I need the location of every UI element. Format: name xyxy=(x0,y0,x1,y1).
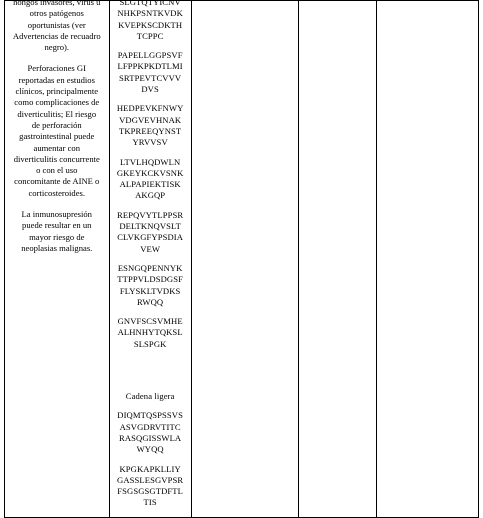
sequence-line: REPQVYTLPPSR xyxy=(117,209,184,220)
sequence-block xyxy=(110,263,191,308)
empty-cell-1 xyxy=(191,1,299,518)
text-line: oportunistas (ver xyxy=(27,19,86,30)
text-line: diverticulitis concurrente xyxy=(13,153,100,164)
text-line: otros patógenos xyxy=(29,8,84,19)
table-row xyxy=(5,1,479,518)
adverse-effects-text xyxy=(5,0,109,254)
sequence-line: KPGKAPKLLIY xyxy=(119,463,181,474)
sequence-line: TKPREEQYNST xyxy=(119,125,182,136)
sequence-line: WYQQ xyxy=(136,444,164,455)
text-line: o con el uso xyxy=(36,165,78,176)
text-line: Advertencias de recuadro xyxy=(12,30,101,41)
sequence-block xyxy=(110,157,191,202)
text-line: concomitante de AINE o xyxy=(14,176,100,187)
text-line: aumentar con xyxy=(33,142,81,153)
sequence-line: TIS xyxy=(143,497,157,508)
document-table xyxy=(4,0,479,518)
sequence-line: TTPPVLDSDGSF xyxy=(117,274,183,285)
sequence-line: KVEPKSCDKTH xyxy=(118,19,183,30)
text-line: clínicos, principalmente xyxy=(15,86,99,97)
sequence-line: ALPAPIEKTISK xyxy=(119,179,181,190)
text-line: negro). xyxy=(44,42,70,53)
sequence-line: ESNGQPENNYK xyxy=(117,262,183,273)
sequence-line: ASVGDRVTITC xyxy=(119,421,181,432)
sequence-line: NHKPSNTKVDK xyxy=(117,8,183,19)
empty-cell-3 xyxy=(377,1,479,518)
sequence-line: VDGVEVHNAK xyxy=(119,114,182,125)
sequence-line: LFPPKPKDTLMI xyxy=(117,61,183,72)
text-line: La inmunosupresión xyxy=(21,209,92,220)
sequence-line: RASQGISSWLA xyxy=(119,432,182,443)
sequence-line: HEDPEVKFNWY xyxy=(116,103,184,114)
text-paragraph xyxy=(7,63,107,199)
sequence-block xyxy=(110,0,191,42)
text-line: como complicaciones de xyxy=(14,97,100,108)
sequence-line: GNVFSCSVMHE xyxy=(117,316,183,327)
text-line: de perforación xyxy=(31,119,82,130)
text-line: hongos invasores, virus u xyxy=(13,0,101,7)
adverse-effects-cell xyxy=(5,1,110,518)
sequence-line: YRVVSV xyxy=(132,137,168,148)
sequence-line: LTVLHQDWLN xyxy=(119,156,181,167)
sequence-line: TCPPC xyxy=(136,30,164,41)
sequence-content xyxy=(110,0,191,509)
sequence-block xyxy=(110,464,191,509)
text-paragraph xyxy=(7,0,107,53)
empty-cell-2 xyxy=(299,1,377,518)
sequence-line: SLGTQTYICNV xyxy=(119,0,181,7)
text-line: mayor riesgo de xyxy=(29,231,85,242)
sequence-block xyxy=(110,103,191,148)
sequence-line: DIQMTQSPSSVS xyxy=(117,410,183,421)
light-chain-label: Cadena ligera xyxy=(125,391,175,402)
sequence-line: SLSPGK xyxy=(133,338,167,349)
sequence-line: VEW xyxy=(140,243,161,254)
text-paragraph xyxy=(7,209,107,254)
sequence-line: CLVKGFYPSDIA xyxy=(117,232,184,243)
sequence-line: GKEYKCKVSNK xyxy=(116,167,184,178)
sequence-line: PAPELLGGPSVF xyxy=(117,50,183,61)
text-line: Perforaciones GI xyxy=(27,63,86,74)
sequence-cell xyxy=(109,1,191,518)
sequence-block xyxy=(110,210,191,255)
text-line: reportadas en estudios xyxy=(18,74,95,85)
sequence-line: FSGSGSGTDFTL xyxy=(117,486,183,497)
sequence-line: DVS xyxy=(141,84,159,95)
sequence-block xyxy=(110,410,191,455)
text-line: corticosteroides. xyxy=(28,187,86,198)
sequence-line: FLYSKLTVDKS xyxy=(119,285,181,296)
text-line: gastrointestinal puede xyxy=(19,131,95,142)
sequence-line: SRTPEVTCVVV xyxy=(119,72,182,83)
heavy-chain-sequences xyxy=(110,0,191,350)
sequence-line: DELTKNQVSLT xyxy=(119,221,181,232)
light-chain-sequences xyxy=(110,410,191,508)
sequence-line: AKGQP xyxy=(135,190,166,201)
sequence-line: ALHNHYTQKSL xyxy=(117,327,183,338)
sequence-block xyxy=(110,316,191,350)
sequence-line: RWQQ xyxy=(137,296,164,307)
sequence-block xyxy=(110,50,191,95)
text-line: diverticulitis; El riesgo xyxy=(17,108,97,119)
text-line: neoplasias malignas. xyxy=(21,242,93,253)
text-line: puede resultar en un xyxy=(22,220,92,231)
sequence-line: GASSLESGVPSR xyxy=(117,474,184,485)
